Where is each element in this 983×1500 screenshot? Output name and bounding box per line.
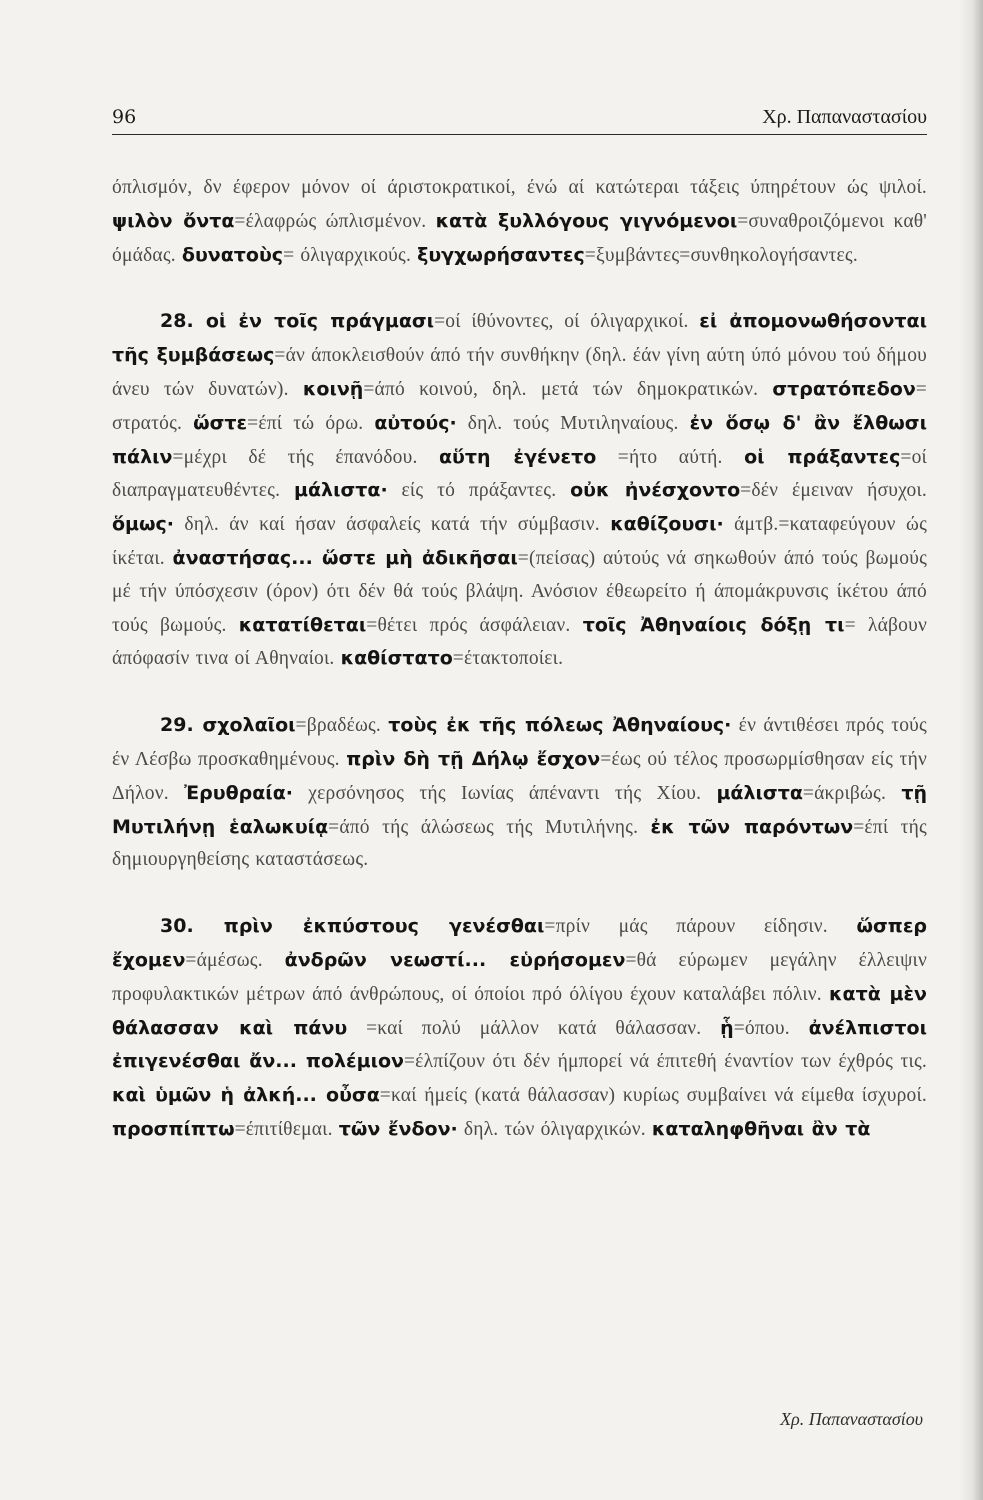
gloss-text: =(πείσας) αύτούς νά σηκωθούν άπό τούς βωμούς μέ τήν ύπόσχεσιν (όρον) ότι δέν θά τούς βλάψη. Ανόσιον έθεωρείτο ή άπομάκρυνσις ίκέτου άπό τούς βωμούς. [112, 547, 927, 636]
page-header [112, 106, 927, 130]
gloss-text: χερσόνησος τής Ιωνίας άπέναντι τής Χίου. [292, 782, 717, 804]
lemma-term: τῶν ἔνδον· [338, 1117, 458, 1140]
lemma-term: ἐκ τῶν παρόντων [650, 815, 854, 838]
gloss-text: =έτακτοποίει. [452, 648, 564, 670]
paragraph [112, 709, 927, 877]
lemma-term: ἀνδρῶν νεωστί... εὑρήσομεν [284, 948, 626, 971]
gloss-text: =καί ήμείς (κατά θάλασσαν) κυρίως συμβαίνει νά είμεθα ίσχυροί. [379, 1085, 927, 1107]
lemma-term: τοῖς Ἀθηναίοις δόξῃ τι [582, 613, 845, 636]
author-signature: Χρ. Παπαναστασίου [780, 1409, 923, 1429]
paragraph [112, 172, 927, 272]
header-rule [112, 134, 927, 135]
gloss-text: =ήτο αύτή. [596, 446, 745, 468]
lemma-term: ὥσπερ ἔχομεν [112, 915, 928, 971]
gloss-text: =έλαφρώς ώπλισμένον. [234, 210, 436, 232]
lemma-term: καθίστατο [340, 647, 453, 670]
lemma-term: κατατίθεται [238, 613, 367, 636]
lemma-term: κοινῇ [302, 377, 364, 400]
lemma-term: καταληφθῆναι ἂν τὰ [651, 1117, 871, 1140]
lemma-term: 30. πρὶν ἐκπύστους γενέσθαι [160, 915, 545, 938]
gloss-text: = λάβουν άπόφασίν τινα οί Αθηναίοι. [112, 614, 927, 670]
lemma-term: κατὰ μὲν θάλασσαν καὶ πάνυ [112, 982, 927, 1039]
lemma-term: πρὶν δὴ τῇ Δήλῳ ἔσχον [346, 747, 601, 770]
page-number: 96 [112, 106, 137, 128]
gloss-text: δηλ. άν καί ήσαν άσφαλείς κατά τήν σύμβασιν. [174, 514, 611, 536]
lemma-term: ἐν ὅσῳ δ' ἂν ἔλθωσι πάλιν [112, 411, 927, 468]
gloss-text: = στρατός. [112, 378, 927, 434]
gloss-text: =έπί τής δημιουργηθείσης καταστάσεως. [112, 816, 927, 871]
lemma-term: 28. οἱ ἐν τοῖς πράγμασι [160, 310, 435, 333]
gloss-text: =δέν έμειναν ήσυχοι. [740, 480, 927, 502]
lemma-term: ξυγχωρήσαντες [417, 243, 585, 266]
lemma-term: αὕτη ἐγένετο [438, 445, 597, 468]
commentary-body [112, 172, 927, 1147]
gloss-text: =έπί τώ όρω. [247, 412, 375, 434]
gloss-text: =θά εύρωμεν μεγάλην έλλειψιν προφυλακτικών μέτρων άπό άνθρώπους, οί όποίοι πρό όλίγου έχουν καταλάβει πόλιν. [112, 949, 927, 1005]
lemma-term: εἰ ἀπομονωθήσονται τῆς ξυμβάσεως [112, 310, 927, 367]
lemma-term: 29. σχολαῖοι [160, 714, 296, 737]
lemma-term: στρατόπεδον [772, 377, 916, 400]
gloss-text: = όλιγαρχικούς. [283, 244, 418, 266]
gloss-text: =μέχρι δέ τής έπανόδου. [172, 446, 439, 468]
lemma-term: τοὺς ἐκ τῆς πόλεως Ἀθηναίους· [388, 714, 732, 737]
lemma-term: κατὰ ξυλλόγους γιγνόμενοι [435, 209, 738, 232]
gloss-text: =πρίν μάς πάρουν είδησιν. [544, 916, 857, 938]
running-head: Χρ. Παπαναστασίου [762, 106, 927, 128]
gloss-text: =άπό τής άλώσεως τής Μυτιλήνης. [328, 816, 651, 838]
lemma-term: μάλιστα [716, 781, 803, 804]
gloss-text: =έλπίζουν ότι δέν ήμπορεί νά έπιτεθή έναντίον των έχθρός τις. [403, 1051, 928, 1073]
gloss-text: άμτβ.=καταφεύγουν ώς ίκέται. [112, 514, 927, 569]
lemma-term: Ἐρυθραία· [184, 781, 293, 804]
gloss-text: =άμέσως. [185, 949, 285, 971]
lemma-term: προσπίπτω [112, 1117, 235, 1140]
gloss-text: δηλ. τούς Μυτιληναίους. [456, 412, 690, 434]
lemma-term: ὥστε [193, 411, 248, 434]
lemma-term: ἀναστήσας... ὥστε μὴ ἀδικῆσαι [172, 546, 518, 569]
gloss-text: όπλισμόν, δν έφερον μόνον οί άριστοκρατικοί, ένώ αί κατώτεραι τάξεις ύπηρέτουν ώς ψιλοί. [112, 177, 927, 198]
gloss-text: =έως ού τέλος προσωρμίσθησαν είς τήν Δήλον. [112, 748, 928, 804]
paragraph [112, 910, 927, 1147]
lemma-term: καὶ ὑμῶν ἡ ἀλκή... οὖσα [112, 1084, 380, 1107]
gloss-text: =άν άποκλεισθούν άπό τήν συνθήκην (δηλ. έάν γίνη αύτη ύπό μόνου τού δήμου άνευ τών δυνατών). [112, 345, 928, 400]
gloss-text: =θέτει πρός άσφάλειαν. [366, 614, 583, 636]
gloss-text: είς τό πράξαντες. [387, 480, 571, 502]
gloss-text: =βραδέως. [295, 715, 389, 737]
gloss-text: =καί πολύ μάλλον κατά θάλασσαν. [347, 1017, 721, 1039]
lemma-term: ᾗ [720, 1016, 734, 1039]
gloss-text: =συναθροιζόμενοι καθ' όμάδας. [112, 210, 927, 266]
lemma-term: μάλιστα· [294, 479, 388, 502]
gloss-text: =άπό κοινού, δηλ. μετά τών δημοκρατικών. [363, 378, 773, 400]
lemma-term: ψιλὸν ὄντα [112, 209, 235, 232]
gloss-text: =όπου. [733, 1017, 809, 1039]
lemma-term: οὐκ ἠνέσχοντο [570, 479, 741, 502]
paragraph [112, 305, 927, 676]
lemma-term: αὐτούς· [374, 411, 457, 434]
lemma-term: δυνατοὺς [181, 243, 284, 266]
gloss-text: =ξυμβάντες=συνθηκολογήσαντες. [584, 244, 858, 266]
page-edge-shadow [959, 0, 983, 1500]
gloss-text: =οί διαπραγματευθέντες. [112, 446, 927, 502]
gloss-text: =έπιτίθεμαι. [234, 1118, 339, 1140]
gloss-text: έν άντιθέσει πρός τούς έν Λέσβω προσκαθημένους. [112, 715, 927, 770]
lemma-term: τῇ Μυτιλήνῃ ἑαλωκυίᾳ [112, 781, 927, 838]
gloss-text: δηλ. τών όλιγαρχικών. [457, 1118, 652, 1140]
lemma-term: ὅμως· [112, 513, 175, 536]
lemma-term: ἀνέλπιστοι ἐπιγενέσθαι ἄν... πολέμιον [112, 1016, 927, 1073]
gloss-text: =οί ίθύνοντες, οί όλιγαρχικοί. [434, 311, 700, 333]
lemma-term: καθίζουσι· [610, 513, 724, 536]
lemma-term: οἱ πράξαντες [744, 445, 901, 468]
gloss-text: =άκριβώς. [802, 782, 902, 804]
